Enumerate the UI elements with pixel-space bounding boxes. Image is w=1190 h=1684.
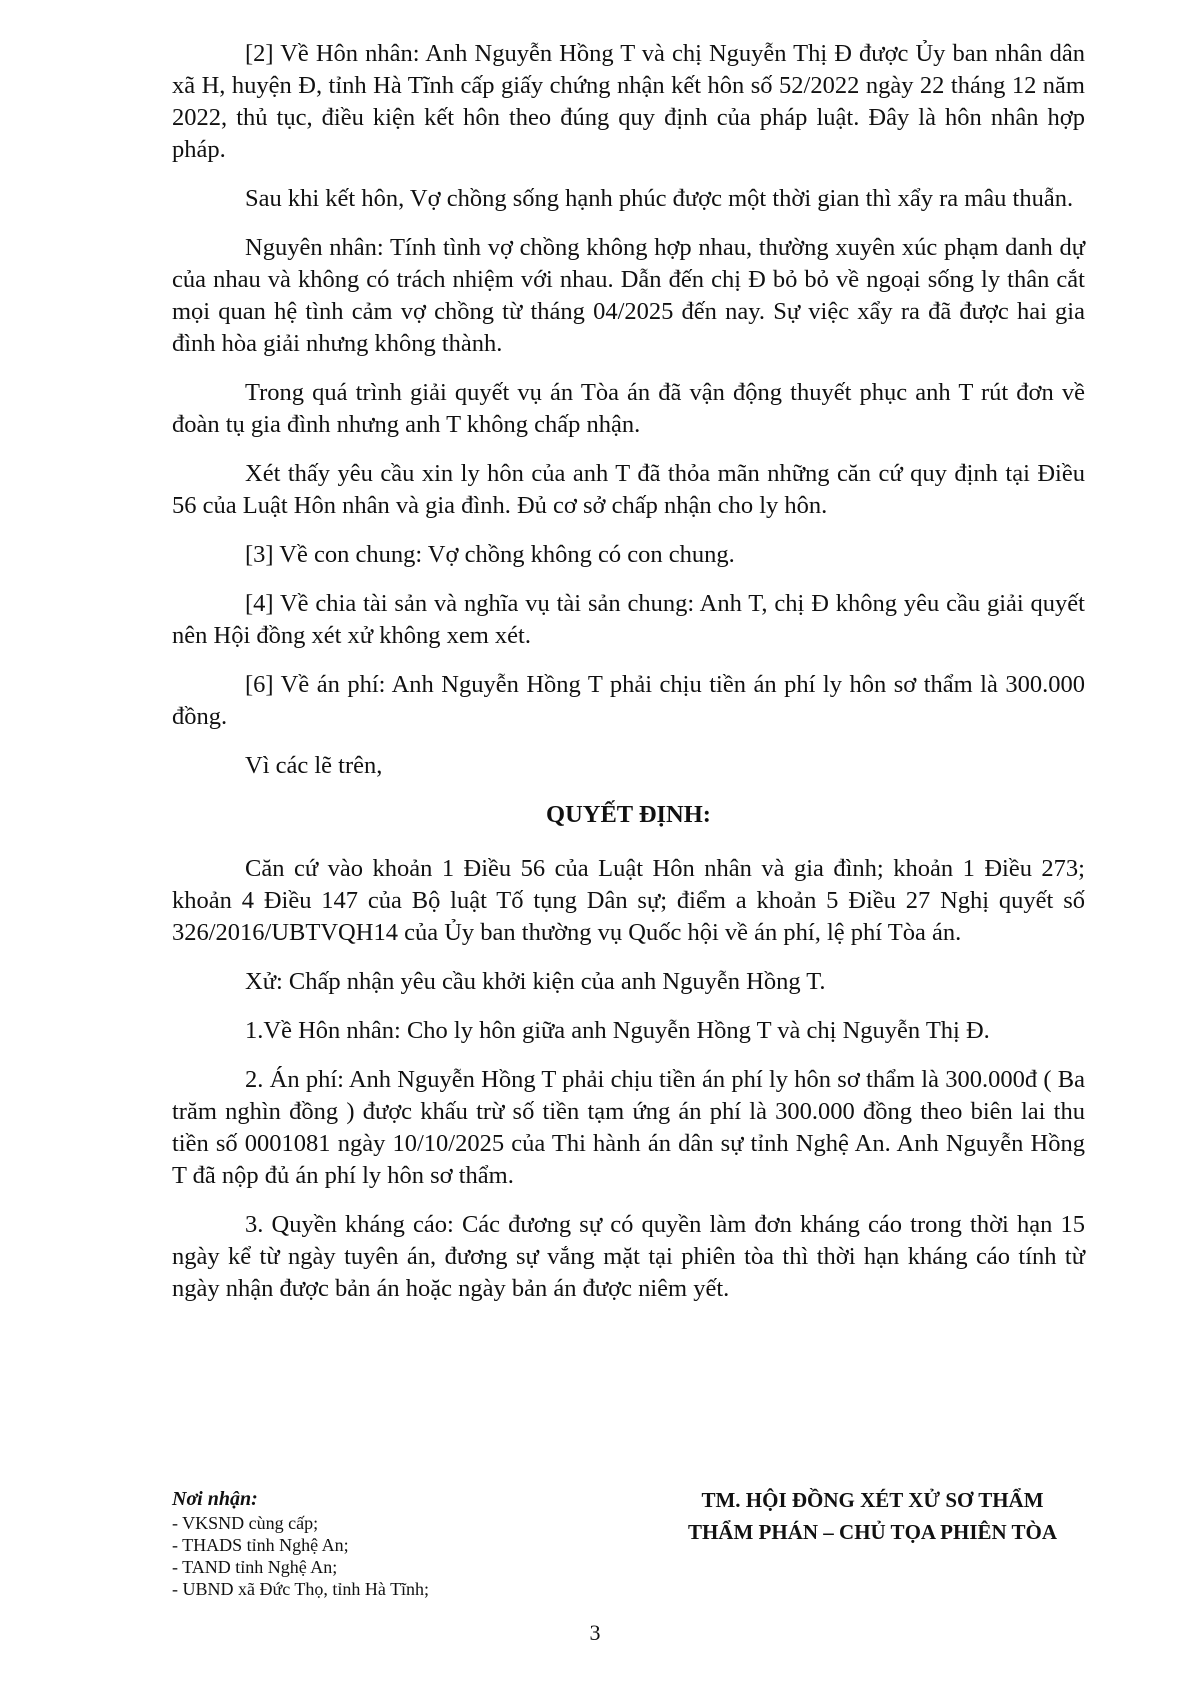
- signature-line-1: TM. HỘI ĐỒNG XÉT XỬ SƠ THẨM: [701, 1488, 1044, 1512]
- paragraph-assessment: Xét thấy yêu cầu xin ly hôn của anh T đã thỏa mãn những căn cứ quy định tại Điều 56 của Luật Hôn nhân và gia đình. Đủ cơ sở chấp nhận cho ly hôn.: [172, 460, 1085, 519]
- signature-block: [620, 1484, 1125, 1548]
- recipients-block: [172, 1488, 592, 1600]
- decision-divorce: 1.Về Hôn nhân: Cho ly hôn giữa anh Nguyễn Hồng T và chị Nguyễn Thị Đ.: [245, 1017, 990, 1044]
- recipients-list: [172, 1512, 592, 1600]
- page-number: 3: [589, 1620, 601, 1645]
- recipient-item: - THADS tỉnh Nghệ An;: [172, 1535, 349, 1555]
- decision-ruling: Xử: Chấp nhận yêu cầu khởi kiện của anh Nguyễn Hồng T.: [245, 968, 826, 995]
- paragraph-reasons: Vì các lẽ trên,: [245, 752, 383, 779]
- paragraph-cause: Nguyên nhân: Tính tình vợ chồng không hợp nhau, thường xuyên xúc phạm danh dự của nhau và không có trách nhiệm với nhau. Dẫn đến chị Đ bỏ bỏ về ngoại sống ly thân cắt mọi quan hệ tình cảm vợ chồng từ tháng 04/2025 đến nay. Sự việc xẩy ra đã được hai gia đình hòa giải nhưng không thành.: [172, 234, 1085, 357]
- paragraph-children: [3] Về con chung: Vợ chồng không có con chung.: [245, 541, 735, 568]
- paragraph-conflict: Sau khi kết hôn, Vợ chồng sống hạnh phúc được một thời gian thì xẩy ra mâu thuẫn.: [245, 185, 1074, 212]
- recipients-title: Nơi nhận:: [172, 1488, 258, 1510]
- judgment-body: [172, 38, 1085, 1322]
- signature-line-2: THẨM PHÁN – CHỦ TỌA PHIÊN TÒA: [687, 1520, 1058, 1544]
- decision-fee: 2. Án phí: Anh Nguyễn Hồng T phải chịu tiền án phí ly hôn sơ thẩm là 300.000đ ( Ba trăm nghìn đồng ) được khấu trừ số tiền tạm ứng án phí là 300.000 đồng theo biên lai thu tiền số 0001081 ngày 10/10/2025 của Thi hành án dân sự tỉnh Nghệ An. Anh Nguyễn Hồng T đã nộp đủ án phí ly hôn sơ thẩm.: [172, 1066, 1085, 1189]
- paragraph-marriage: [2] Về Hôn nhân: Anh Nguyễn Hồng T và chị Nguyễn Thị Đ được Ủy ban nhân dân xã H, huyện Đ, tỉnh Hà Tĩnh cấp giấy chứng nhận kết hôn số 52/2022 ngày 22 tháng 12 năm 2022, thủ tục, điều kiện kết hôn theo đúng quy định của pháp luật. Đây là hôn nhân hợp pháp.: [172, 40, 1085, 163]
- paragraph-mediation: Trong quá trình giải quyết vụ án Tòa án đã vận động thuyết phục anh T rút đơn về đoàn tụ gia đình nhưng anh T không chấp nhận.: [172, 379, 1085, 438]
- recipient-item: - TAND tỉnh Nghệ An;: [172, 1557, 338, 1577]
- paragraph-property: [4] Về chia tài sản và nghĩa vụ tài sản chung: Anh T, chị Đ không yêu cầu giải quyết nên Hội đồng xét xử không xem xét.: [172, 590, 1085, 649]
- decision-appeal-right: 3. Quyền kháng cáo: Các đương sự có quyền làm đơn kháng cáo trong thời hạn 15 ngày kể từ ngày tuyên án, đương sự vắng mặt tại phiên tòa thì thời hạn kháng cáo tính từ ngày nhận được bản án hoặc ngày bản án được niêm yết.: [172, 1211, 1085, 1302]
- recipient-item: - UBND xã Đức Thọ, tỉnh Hà Tĩnh;: [172, 1579, 430, 1599]
- recipient-item: - VKSND cùng cấp;: [172, 1513, 319, 1533]
- decision-legal-basis: Căn cứ vào khoản 1 Điều 56 của Luật Hôn nhân và gia đình; khoản 1 Điều 273; khoản 4 Điều 147 của Bộ luật Tố tụng Dân sự; điểm a khoản 5 Điều 27 Nghị quyết số 326/2016/UBTVQH14 của Ủy ban thường vụ Quốc hội về án phí, lệ phí Tòa án.: [172, 855, 1085, 946]
- decision-heading: QUYẾT ĐỊNH:: [546, 801, 711, 828]
- paragraph-court-fee: [6] Về án phí: Anh Nguyễn Hồng T phải chịu tiền án phí ly hôn sơ thẩm là 300.000 đồng.: [172, 671, 1085, 730]
